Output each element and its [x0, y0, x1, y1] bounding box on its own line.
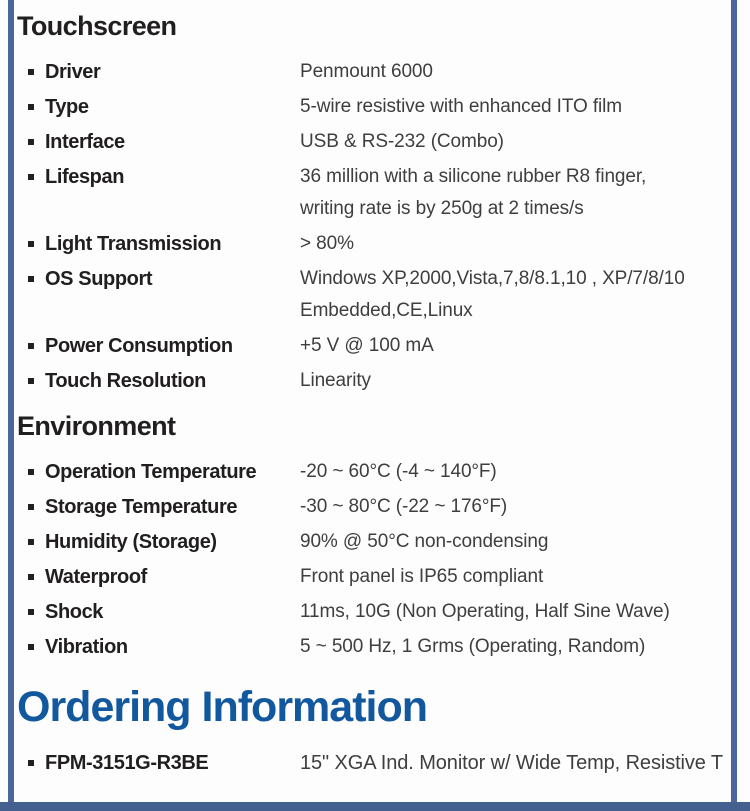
spec-value: [300, 747, 731, 779]
spec-row: [17, 56, 731, 88]
spec-value: [300, 365, 731, 397]
spec-row: [17, 491, 731, 523]
spec-content: [17, 0, 731, 782]
right-accent-bar: [731, 0, 737, 803]
spec-value: [300, 491, 731, 523]
spec-row: [17, 561, 731, 593]
bullet-square-icon: [28, 174, 34, 180]
spec-value-line: USB & RS-232 (Combo): [300, 131, 504, 152]
spec-label: Humidity (Storage): [45, 531, 217, 553]
spec-value: [300, 161, 731, 225]
spec-label: Light Transmission: [45, 233, 222, 255]
spec-value: [300, 596, 731, 628]
bullet-square-icon: [28, 609, 34, 615]
spec-value: [300, 228, 731, 260]
bullet-square-icon: [28, 241, 34, 247]
spec-value: [300, 56, 731, 88]
spec-label: Power Consumption: [45, 335, 233, 357]
spec-row: [17, 631, 731, 663]
spec-label: Lifespan: [45, 166, 125, 188]
spec-sections: [17, 11, 731, 663]
spec-value-line: -30 ~ 80°C (-22 ~ 176°F): [300, 496, 508, 517]
spec-row: [17, 330, 731, 362]
spec-value-line: 36 million with a silicone rubber R8 finger,: [300, 166, 647, 187]
spec-value-line: 90% @ 50°C non-condensing: [300, 531, 549, 552]
spec-label: Vibration: [45, 636, 128, 658]
bullet-square-icon: [28, 276, 34, 282]
bullet-square-icon: [28, 504, 34, 510]
spec-section: [17, 11, 731, 397]
spec-label: FPM-3151G-R3BE: [45, 752, 209, 774]
spec-row: [17, 596, 731, 628]
spec-section: [17, 411, 731, 663]
spec-value: [300, 456, 731, 488]
spec-label: Operation Temperature: [45, 461, 257, 483]
bullet-square-icon: [28, 469, 34, 475]
spec-value-line: > 80%: [300, 233, 354, 254]
spec-value-line: writing rate is by 250g at 2 times/s: [300, 198, 584, 219]
spec-label: Shock: [45, 601, 104, 623]
spec-row: [17, 91, 731, 123]
spec-label: Touch Resolution: [45, 370, 206, 392]
spec-label: Interface: [45, 131, 125, 153]
spec-value: [300, 330, 731, 362]
spec-value-line: Penmount 6000: [300, 61, 433, 82]
spec-label: Type: [45, 96, 89, 118]
bullet-square-icon: [28, 574, 34, 580]
spec-value: [300, 561, 731, 593]
spec-value-line: Embedded,CE,Linux: [300, 300, 473, 321]
spec-value: [300, 263, 731, 327]
spec-value-line: 15" XGA Ind. Monitor w/ Wide Temp, Resistive T: [300, 752, 724, 774]
spec-row: [17, 161, 731, 225]
bullet-square-icon: [28, 139, 34, 145]
spec-row: [17, 263, 731, 327]
bullet-square-icon: [28, 539, 34, 545]
bottom-accent-bar: [0, 802, 750, 811]
section-title: Environment: [17, 411, 176, 441]
spec-value-line: Windows XP,2000,Vista,7,8/8.1,10 , XP/7/8/10: [300, 268, 685, 289]
bullet-square-icon: [28, 104, 34, 110]
spec-value-line: 5-wire resistive with enhanced ITO film: [300, 96, 623, 117]
spec-row: [17, 456, 731, 488]
spec-value-line: +5 V @ 100 mA: [300, 335, 434, 356]
spec-value: [300, 91, 731, 123]
spec-value: [300, 126, 731, 158]
left-accent-bar: [8, 0, 14, 803]
spec-row: [17, 526, 731, 558]
bullet-square-icon: [28, 69, 34, 75]
bullet-square-icon: [28, 644, 34, 650]
ordering-information-title: Ordering Information: [17, 683, 427, 731]
spec-row: [17, 365, 731, 397]
ordering-rows: [17, 747, 731, 779]
bullet-square-icon: [28, 760, 34, 766]
spec-label: OS Support: [45, 268, 153, 290]
bullet-square-icon: [28, 378, 34, 384]
spec-label: Driver: [45, 61, 101, 83]
spec-value-line: 5 ~ 500 Hz, 1 Grms (Operating, Random): [300, 636, 646, 657]
spec-label: Storage Temperature: [45, 496, 238, 518]
section-title: Touchscreen: [17, 11, 177, 41]
spec-value: [300, 526, 731, 558]
spec-row: [17, 747, 731, 779]
spec-label: Waterproof: [45, 566, 147, 588]
spec-row: [17, 126, 731, 158]
spec-row: [17, 228, 731, 260]
spec-value-line: Linearity: [300, 370, 371, 391]
bullet-square-icon: [28, 343, 34, 349]
spec-value-line: -20 ~ 60°C (-4 ~ 140°F): [300, 461, 497, 482]
spec-value-line: Front panel is IP65 compliant: [300, 566, 544, 587]
spec-value-line: 11ms, 10G (Non Operating, Half Sine Wave): [300, 601, 670, 622]
spec-value: [300, 631, 731, 663]
